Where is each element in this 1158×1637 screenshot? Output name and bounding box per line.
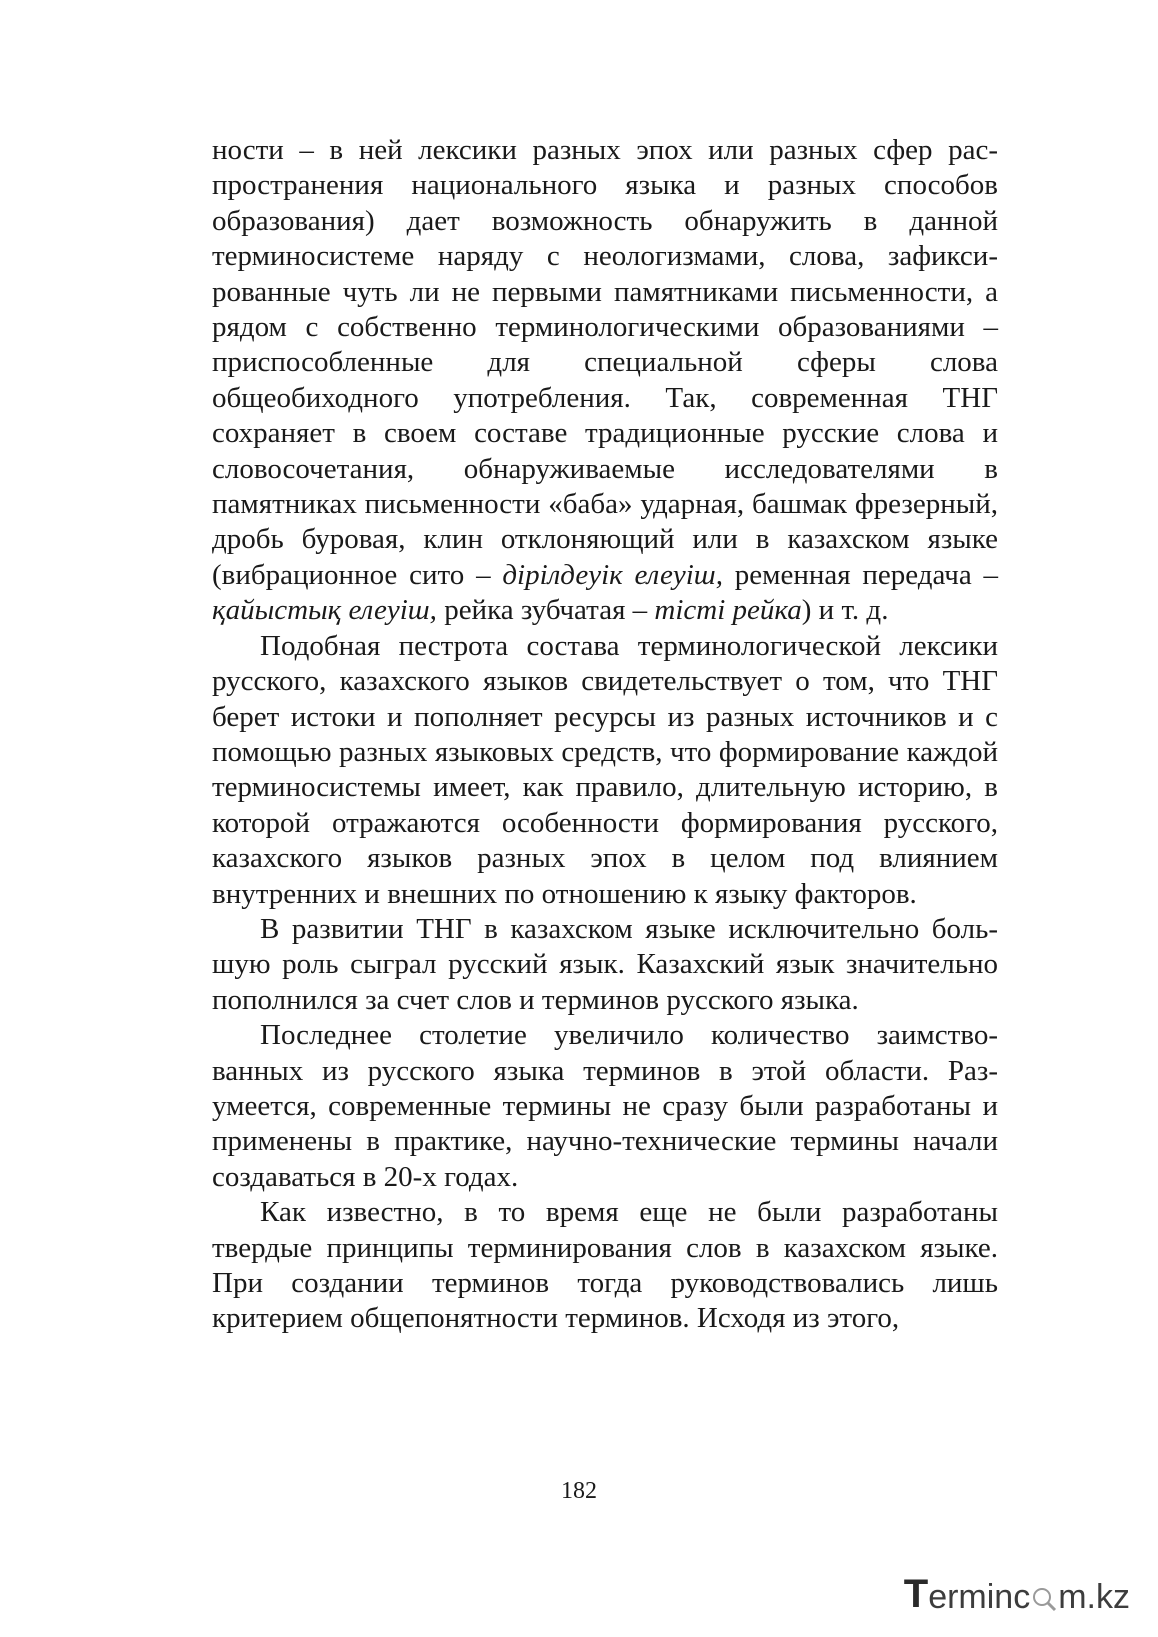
text-run: ременная передача – bbox=[722, 558, 998, 591]
italic-term: дірілдеуік елеуіш, bbox=[502, 558, 723, 591]
text-run: ) и т. д. bbox=[801, 594, 889, 627]
watermark-letter-t: T bbox=[903, 1572, 929, 1616]
page-number: 182 bbox=[561, 1478, 597, 1504]
paragraph-3 bbox=[212, 912, 998, 1018]
italic-term: қайыстық елеуіш, bbox=[212, 594, 437, 627]
watermark-logo bbox=[904, 1573, 1130, 1617]
text-run: Подобная пестрота состава терминологической лексики русского, казахского языков свидетельствует о том, что ТНГ берет истоки и пополняет ресурсы из разных источников и с помощью разных языковых средств, что формирование каждой терминосистемы имеет, как правило, длительную историю, в которой отражаются особенности формирования русского, казахского языков разных эпох в целом под влиянием внутренних и внешних по отношению к языку факторов. bbox=[212, 629, 998, 910]
paragraph-1 bbox=[212, 133, 998, 629]
text-run: Последнее столетие увеличило количество заимствованных из русского языка терминов в этой области. Разумеется, современные термины не сразу были разработаны и применены в практике, научно-технические термины начали создаваться в 20-х годах. bbox=[212, 1019, 998, 1193]
paragraph-4 bbox=[212, 1018, 998, 1195]
text-run: рейка зубчатая – bbox=[436, 594, 655, 627]
paragraph-2 bbox=[212, 629, 998, 912]
italic-term: тісті рейка bbox=[654, 594, 802, 627]
text-run: В развитии ТНГ в казахском языке исключительно большую роль сыграл русский язык. Казахский язык значительно пополнился за счет слов и терминов русского языка. bbox=[212, 912, 998, 1016]
text-run: Как известно, в то время еще не были разработаны твердые принципы терминирования слов в казахском языке. При создании терминов тогда руководствовались лишь критерием общепонятности терминов. Исходя из этого, bbox=[212, 1196, 998, 1335]
watermark-part-1: erminc bbox=[928, 1578, 1031, 1616]
watermark-part-2: m.kz bbox=[1058, 1578, 1130, 1616]
page-body bbox=[212, 133, 998, 1337]
text-run: ности – в ней лексики разных эпох или разных сфер распространения национального языка и разных способов образования) дает возможность обнаружить в данной терминосистеме наряду с неологизмами, слова, зафиксированные чуть ли не первыми памятниками письменности, а рядом с собственно терминологическими образованиями – приспособленные для специальной сферы слова общеобиходного употребления. Так, современная ТНГ сохраняет в своем составе традиционные русские слова и словосочетания, обнаруживаемые исследователями в памятниках письменности «баба» ударная, башмак фрезерный, дробь буровая, клин отклоняющий или в казахском языке (вибрационное сито – bbox=[212, 134, 998, 591]
magnifier-icon bbox=[1031, 1586, 1057, 1612]
paragraph-5 bbox=[212, 1195, 998, 1337]
